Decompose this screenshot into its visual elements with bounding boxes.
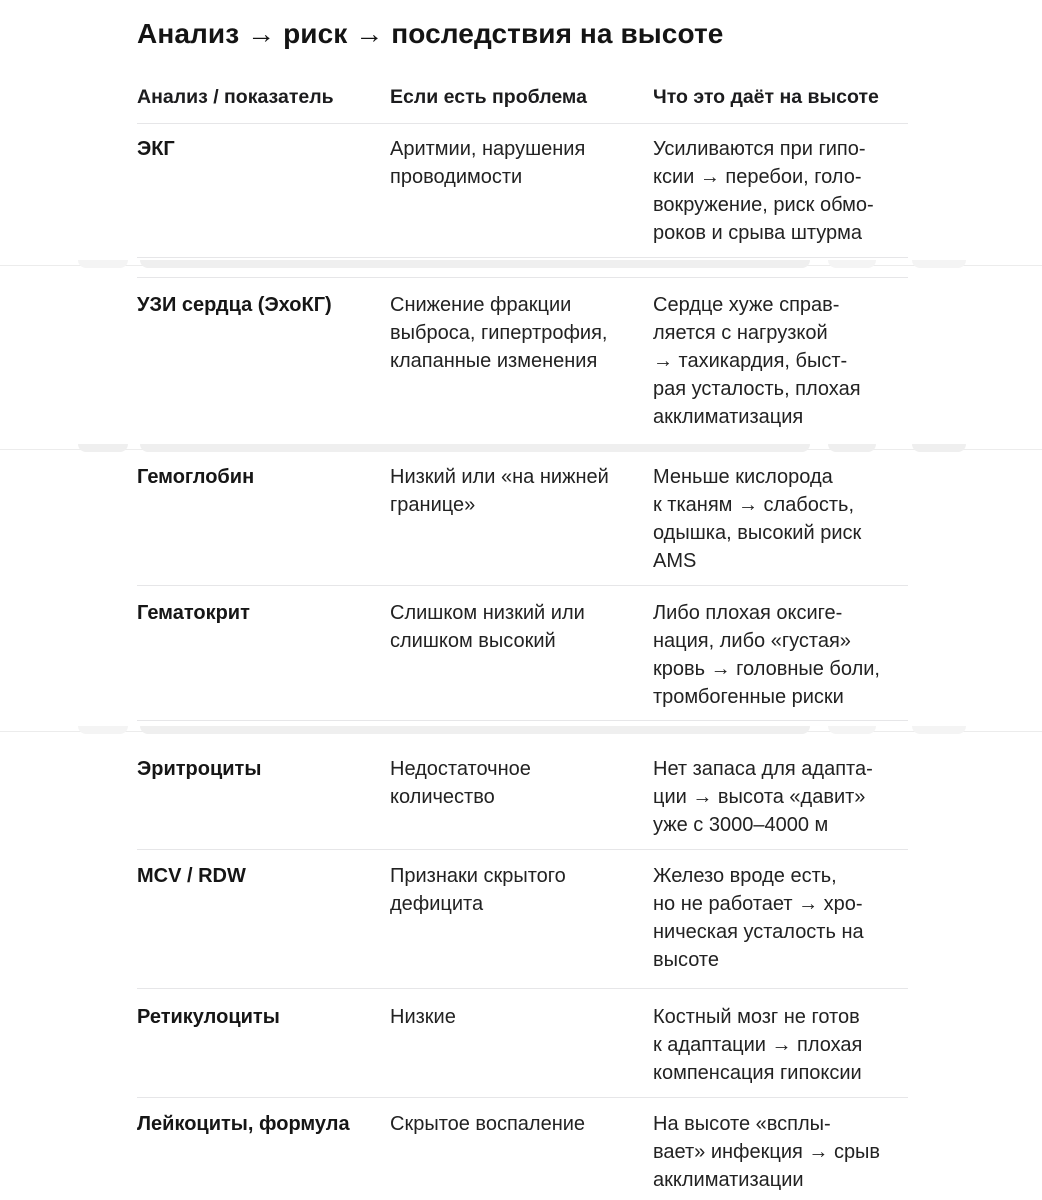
- cell-analysis: MCV / RDW: [137, 865, 246, 887]
- row-divider: [137, 123, 908, 124]
- page-title: Анализ → риск → последствия на высоте: [137, 18, 724, 49]
- cell-effect: Меньше кислорода к тканям → слабость, одышка, высокий риск AMS: [653, 466, 862, 572]
- seam-artifact: [140, 444, 810, 452]
- cell-analysis: ЭКГ: [137, 138, 175, 160]
- seam-artifact: [140, 260, 810, 268]
- cell-effect: Либо плохая оксиге- нация, либо «густая» кровь → головные боли, тромбогенные риски: [653, 602, 880, 708]
- column-header-analysis: Анализ / показатель: [137, 86, 334, 108]
- seam-artifact: [78, 260, 128, 268]
- cell-analysis: УЗИ сердца (ЭхоКГ): [137, 294, 332, 316]
- cell-analysis: Гемоглобин: [137, 466, 255, 488]
- cell-problem: Слишком низкий или слишком высокий: [390, 602, 585, 652]
- seam-artifact: [828, 444, 876, 452]
- cell-effect: Железо вроде есть, но не работает → хро- ническая усталость на высоте: [653, 865, 864, 971]
- seam-artifact: [78, 444, 128, 452]
- stitch-seam: [0, 722, 1042, 744]
- seam-artifact: [140, 726, 810, 734]
- cell-analysis: Эритроциты: [137, 758, 262, 780]
- cell-analysis: Лейкоциты, формула: [137, 1113, 350, 1135]
- seam-artifact: [912, 260, 966, 268]
- cell-problem: Низкие: [390, 1006, 456, 1028]
- cell-effect: Усиливаются при гипо- ксии → перебои, голо- вокружение, риск обмо- роков и срыва штурма: [653, 138, 874, 244]
- row-divider: [137, 1097, 908, 1098]
- cell-problem: Признаки скрытого дефицита: [390, 865, 566, 915]
- row-divider: [137, 849, 908, 850]
- row-divider: [137, 585, 908, 586]
- stitch-seam: [0, 440, 1042, 462]
- cell-problem: Снижение фракции выброса, гипертрофия, клапанные изменения: [390, 294, 608, 372]
- cell-effect: На высоте «всплы- вает» инфекция → срыв акклиматизации: [653, 1113, 881, 1191]
- column-header-problem: Если есть проблема: [390, 86, 587, 108]
- seam-artifact: [912, 444, 966, 452]
- cell-problem: Низкий или «на нижней границе»: [390, 466, 609, 516]
- cell-problem: Недостаточное количество: [390, 758, 531, 808]
- seam-artifact: [912, 726, 966, 734]
- cell-analysis: Ретикулоциты: [137, 1006, 280, 1028]
- seam-artifact: [78, 726, 128, 734]
- seam-artifact: [828, 260, 876, 268]
- stitch-seam: [0, 256, 1042, 278]
- cell-effect: Сердце хуже справ- ляется с нагрузкой → тахикардия, быст- рая усталость, плохая акклиматизация: [653, 294, 861, 428]
- column-header-effect: Что это даёт на высоте: [653, 86, 879, 108]
- seam-artifact: [828, 726, 876, 734]
- cell-problem: Скрытое воспаление: [390, 1113, 586, 1135]
- row-divider: [137, 988, 908, 989]
- cell-analysis: Гематокрит: [137, 602, 250, 624]
- cell-effect: Нет запаса для адапта- ции → высота «давит» уже с 3000–4000 м: [653, 758, 873, 836]
- cell-problem: Аритмии, нарушения проводимости: [390, 138, 586, 188]
- row-divider: [137, 720, 908, 721]
- cell-effect: Костный мозг не готов к адаптации → плохая компенсация гипоксии: [653, 1006, 863, 1084]
